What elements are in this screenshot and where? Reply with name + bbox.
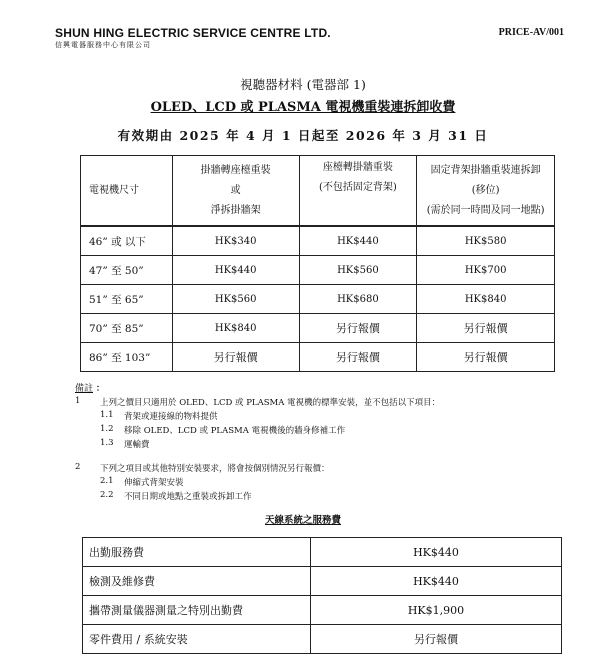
price-cell: HK$560 bbox=[172, 285, 299, 314]
column-header-3-line: (需於同一時間及同一地點) bbox=[426, 204, 545, 216]
service-label: 零件費用 / 系統安裝 bbox=[83, 625, 311, 654]
table-row bbox=[83, 625, 562, 654]
service-label: 攜帶測量儀器測量之特別出勤費 bbox=[83, 596, 311, 625]
column-header-3-line: (移位) bbox=[471, 184, 500, 196]
price-cell: 另行報價 bbox=[299, 314, 417, 343]
table-row bbox=[81, 226, 555, 256]
column-header-3 bbox=[417, 156, 555, 227]
notes-heading bbox=[75, 381, 105, 394]
service-label: 出勤服務費 bbox=[83, 538, 311, 567]
price-cell: HK$580 bbox=[417, 226, 555, 256]
notes-heading-colon: ： bbox=[95, 384, 105, 394]
size-cell: 70” 至 85” bbox=[81, 314, 173, 343]
price-table bbox=[80, 155, 555, 372]
table-row bbox=[81, 314, 555, 343]
price-cell: HK$440 bbox=[172, 256, 299, 285]
note-sub-text: 伸縮式背架安裝 bbox=[124, 478, 184, 488]
price-cell: HK$840 bbox=[172, 314, 299, 343]
price-cell: HK$440 bbox=[299, 226, 417, 256]
price-cell: 另行報價 bbox=[417, 343, 555, 372]
page-subtitle: 視聽器材料 (電器部 1) bbox=[240, 77, 366, 92]
company-name-en: SHUN HING ELECTRIC SERVICE CENTRE LTD. bbox=[55, 26, 331, 40]
service-value: HK$440 bbox=[311, 567, 562, 596]
service-value: HK$1,900 bbox=[311, 596, 562, 625]
column-header-1-line: 淨拆掛牆架 bbox=[210, 204, 261, 216]
service-table bbox=[82, 537, 562, 654]
service-label: 檢測及維修費 bbox=[83, 567, 311, 596]
size-cell: 86” 至 103” bbox=[81, 343, 173, 372]
table-row bbox=[81, 256, 555, 285]
column-header-1 bbox=[172, 156, 299, 227]
price-cell: HK$680 bbox=[299, 285, 417, 314]
note-sub-number: 1.2 bbox=[100, 424, 114, 434]
table-row bbox=[83, 538, 562, 567]
table-row bbox=[81, 285, 555, 314]
note-text: 下列之項目或其他特別安裝要求，將會按個別情況另行報價： bbox=[100, 464, 330, 474]
size-cell: 46” 或 以下 bbox=[81, 226, 173, 256]
size-cell: 51” 至 65” bbox=[81, 285, 173, 314]
column-header-2-line: 座檯轉掛牆重裝 bbox=[322, 162, 393, 173]
page-title-text: OLED、LCD 或 PLASMA 電視機重裝連拆卸收費 bbox=[150, 100, 456, 115]
price-table-header-row bbox=[81, 156, 555, 227]
column-header-2-line: (不包括固定背架) bbox=[319, 182, 397, 193]
price-cell: 另行報價 bbox=[172, 343, 299, 372]
column-header-2 bbox=[299, 156, 417, 227]
column-header-3-line: 固定背架掛牆重裝連拆卸 bbox=[430, 164, 541, 176]
service-section-title bbox=[0, 512, 606, 526]
price-cell: HK$700 bbox=[417, 256, 555, 285]
notes-heading-text: 備註 bbox=[75, 384, 94, 394]
note-sub-number: 2.1 bbox=[100, 476, 114, 486]
table-row bbox=[83, 567, 562, 596]
note-text: 上列之價目只適用於 OLED、LCD 或 PLASMA 電視機的標準安裝，並不包括以下項目： bbox=[100, 398, 441, 408]
size-column-header: 電視機尺寸 bbox=[81, 156, 173, 227]
note-number: 2 bbox=[75, 462, 81, 472]
service-value: HK$440 bbox=[311, 538, 562, 567]
price-cell: 另行報價 bbox=[417, 314, 555, 343]
service-section-title-text: 天線系統之服務費 bbox=[264, 515, 341, 526]
table-row bbox=[81, 343, 555, 372]
note-sub-number: 1.1 bbox=[100, 410, 114, 420]
price-cell: 另行報價 bbox=[299, 343, 417, 372]
note-sub-text: 不同日期或地點之重裝或拆卸工作 bbox=[124, 492, 252, 502]
note-sub-number: 1.3 bbox=[100, 438, 114, 448]
price-cell: HK$340 bbox=[172, 226, 299, 256]
note-sub-text: 運輸費 bbox=[124, 440, 150, 450]
note-sub-text: 移除 OLED、LCD 或 PLASMA 電視機後的牆身修補工作 bbox=[124, 426, 346, 436]
column-header-1-line: 或 bbox=[230, 184, 241, 196]
table-row bbox=[83, 596, 562, 625]
validity-period: 有效期由 2025 年 4 月 1 日起至 2026 年 3 月 31 日 bbox=[117, 128, 489, 143]
size-cell: 47” 至 50” bbox=[81, 256, 173, 285]
company-name-cn: 信興電器服務中心有限公司 bbox=[55, 41, 151, 49]
note-sub-text: 背架或連接線的物料提供 bbox=[124, 412, 218, 422]
document-code: PRICE-AV/001 bbox=[498, 27, 564, 38]
price-cell: HK$840 bbox=[417, 285, 555, 314]
column-header-1-line: 掛牆轉座檯重裝 bbox=[200, 164, 271, 176]
page-title bbox=[0, 96, 606, 115]
note-number: 1 bbox=[75, 396, 81, 406]
note-sub-number: 2.2 bbox=[100, 490, 114, 500]
price-cell: HK$560 bbox=[299, 256, 417, 285]
service-value: 另行報價 bbox=[311, 625, 562, 654]
